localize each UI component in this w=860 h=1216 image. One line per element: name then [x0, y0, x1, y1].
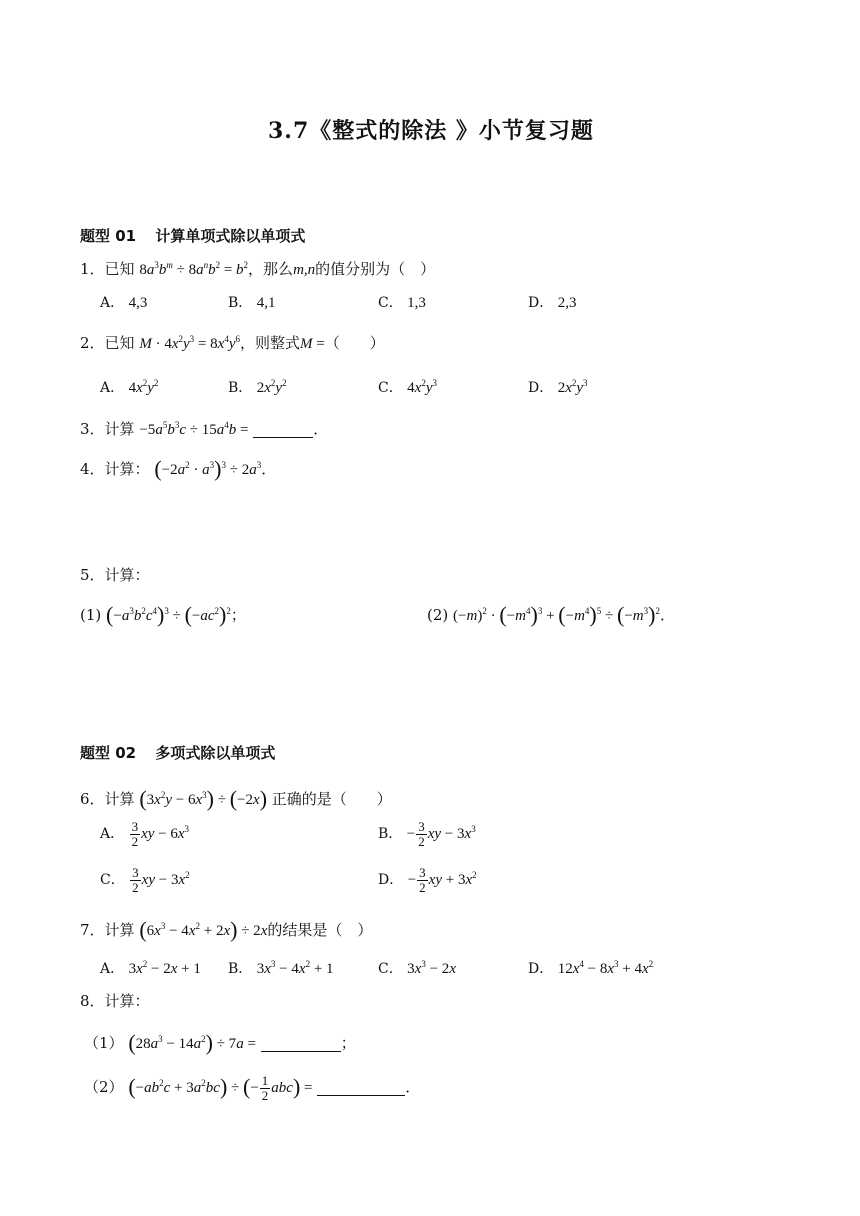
- question-text: ．: [313, 420, 329, 438]
- question-text: （ ）: [324, 334, 385, 352]
- question-4: [80, 456, 276, 482]
- part-end: ．: [405, 1078, 421, 1096]
- question-8-part-1: [84, 1030, 356, 1056]
- part-end: ．: [659, 606, 675, 624]
- question-text: 计算: [104, 420, 135, 438]
- option-a[interactable]: A． $3x^2 - 2x + 1$: [100, 959, 201, 977]
- option-a[interactable]: A． 4,3: [100, 295, 148, 311]
- math-expression: $(-m)^2 \cdot (-m^4)^3 + (-m^4)^5 \div (-m^3)^2$: [453, 602, 660, 627]
- math-expression: $(-ab^2c + 3a^2bc)$ ÷ (− $\frac{1}{2}$ abc) =: [128, 1073, 313, 1104]
- part-label: (1): [80, 606, 102, 624]
- section-label: 题型 01: [80, 227, 137, 245]
- question-text: 已知: [104, 260, 135, 278]
- question-1: [80, 258, 435, 279]
- math-expression: $(-a^3b^2c^4)^3 \div (-ac^2)^2$: [106, 602, 231, 627]
- part-label: (2): [427, 606, 449, 624]
- math-expression: M =: [300, 336, 325, 352]
- answer-blank[interactable]: [261, 1037, 341, 1052]
- answer-blank[interactable]: [317, 1081, 405, 1096]
- question-text: ．: [261, 460, 277, 478]
- option-b[interactable]: B． 4,1: [228, 295, 276, 311]
- option-d[interactable]: D． − $\frac{3}{2}$ xy + $3x^2$: [378, 865, 477, 895]
- question-5-part-1: [80, 602, 246, 628]
- option-c[interactable]: C． $3x^3 - 2x$: [378, 959, 456, 977]
- math-expression: $(-2a^2 \cdot a^3)^3 \div 2a^3$: [154, 456, 262, 481]
- section-label: 题型 02: [80, 744, 137, 762]
- question-number: 1．: [80, 260, 105, 278]
- question-8-part-2: [84, 1074, 420, 1103]
- math-expression: $(3x^2y - 6x^3) \div (-2x)$: [139, 786, 268, 811]
- part-end: ；: [230, 606, 246, 624]
- math-expression: $8a^3b^m \div 8a^nb^2 = b^2$: [139, 260, 249, 278]
- part-label: （2）: [84, 1078, 124, 1096]
- option-d[interactable]: D． 2,3: [528, 295, 577, 311]
- option-d[interactable]: D． $12x^4 - 8x^3 + 4x^2$: [528, 959, 654, 977]
- question-number: 8．: [80, 992, 105, 1010]
- question-7: [80, 917, 372, 943]
- question-text: 已知: [104, 334, 140, 352]
- question-text: 的结果是（ ）: [267, 921, 373, 939]
- question-text: 正确的是（ ）: [271, 790, 392, 808]
- option-c[interactable]: C． $4x^2y^3$: [378, 378, 438, 396]
- option-c[interactable]: C． 1,3: [378, 295, 426, 311]
- math-expression: $(6x^3 - 4x^2 + 2x) \div 2x$: [139, 917, 268, 942]
- math-vars: m,n: [293, 262, 316, 278]
- question-number: 7．: [80, 921, 105, 939]
- question-text: 计算: [104, 790, 135, 808]
- part-end: ；: [340, 1034, 356, 1052]
- question-text: 计算：: [104, 566, 150, 584]
- option-b[interactable]: B． − $\frac{3}{2}$ xy − $3x^3$: [378, 819, 476, 849]
- math-expression: $(28a^3 - 14a^2) \div 7a$ =: [128, 1030, 256, 1055]
- question-text: ，则整式: [239, 334, 300, 352]
- math-expression: $M \cdot 4x^2y^3 = 8x^4y^6$: [139, 334, 240, 352]
- part-label: （1）: [84, 1034, 124, 1052]
- question-number: 6．: [80, 790, 105, 808]
- question-2: [80, 332, 385, 353]
- question-3: [80, 418, 328, 439]
- option-a[interactable]: A． $\frac{3}{2}$ xy − $6x^3$: [100, 819, 190, 849]
- section-heading-1: [80, 225, 305, 246]
- answer-blank[interactable]: [253, 423, 313, 438]
- question-6: [80, 786, 392, 812]
- question-text: 计算：: [104, 992, 150, 1010]
- question-text: 计算: [104, 921, 135, 939]
- question-number: 3．: [80, 420, 105, 438]
- question-number: 4．: [80, 460, 105, 478]
- page-title: 3.7《整式的除法 》小节复习题: [268, 118, 594, 144]
- option-b[interactable]: B． $2x^2y^2$: [228, 378, 287, 396]
- section-name: 计算单项式除以单项式: [155, 227, 306, 245]
- question-8: [80, 990, 150, 1011]
- question-text: 的值分别为（ ）: [315, 260, 436, 278]
- option-b[interactable]: B． $3x^3 - 4x^2 + 1$: [228, 959, 334, 977]
- question-number: 5．: [80, 566, 105, 584]
- section-heading-2: [80, 742, 275, 763]
- question-number: 2．: [80, 334, 105, 352]
- question-text: 计算：: [104, 460, 150, 478]
- math-expression: $-5a^5b^3c \div 15a^4b$ =: [139, 420, 249, 438]
- option-d[interactable]: D． $2x^2y^3$: [528, 378, 588, 396]
- question-5: [80, 564, 150, 585]
- question-5-part-2: [427, 602, 675, 628]
- option-c[interactable]: C． $\frac{3}{2}$ xy − $3x^2$: [100, 865, 190, 895]
- question-text: ，那么: [248, 260, 294, 278]
- option-a[interactable]: A． $4x^2y^2$: [100, 378, 159, 396]
- section-name: 多项式除以单项式: [155, 744, 276, 762]
